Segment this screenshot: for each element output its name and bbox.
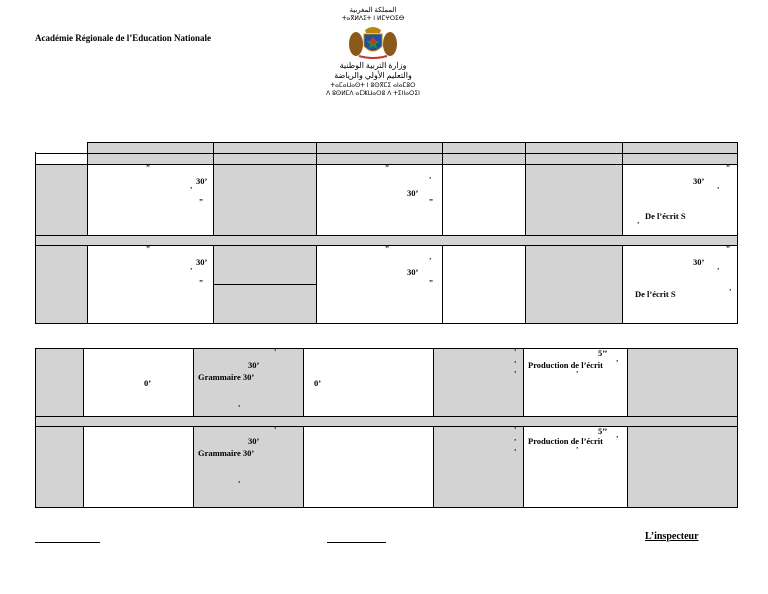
signature-line-left <box>35 542 100 543</box>
duration-label: 30’ <box>248 436 260 446</box>
production-label: Production de l’écrit <box>528 360 603 370</box>
timetable-cell <box>443 165 526 236</box>
emblem-line-arabic-2: وزارة التربية الوطنية <box>339 61 407 70</box>
de-lecrit-label: De l’écrit S <box>635 289 676 299</box>
table-row <box>36 165 738 236</box>
crest-icon <box>347 24 399 60</box>
timetable-1 <box>35 142 738 324</box>
day-cell <box>36 427 84 508</box>
duration-label: 0’ <box>314 378 322 388</box>
subheader-cell <box>214 154 317 165</box>
timetable-2 <box>35 348 738 508</box>
emblem-line-tifinagh-1: ⵜⴰⴳⵍⴷⵉⵜ ⵏ ⵍⵎⵖⵔⵉⴱ <box>341 15 405 22</box>
duration-label: 0’ <box>144 378 152 388</box>
timetable-cell: ’ ’ ’ <box>434 349 524 417</box>
grammaire-label: Grammaire 30’ <box>198 372 255 382</box>
de-lecrit-label: De l’écrit S <box>645 211 686 221</box>
timetable-cell: ’ 30’ Grammaire 30’ ’ <box>194 349 304 417</box>
timetable-cell: ’’ ’ 30’ ’’ <box>317 165 443 236</box>
duration-label: 30’ <box>196 257 208 267</box>
duration-label: 30’ <box>693 176 705 186</box>
grammaire-label: Grammaire 30’ <box>198 448 255 458</box>
subheader-cell <box>443 154 526 165</box>
timetable-cell: ’’ 30’ ’ De l’écrit S ’ <box>623 246 738 324</box>
inspecteur-label: L’inspecteur <box>645 531 699 542</box>
table-row-separator <box>36 236 738 246</box>
timetable-cell: ’’ 30’ ’ ’’ <box>88 246 214 324</box>
table-row <box>36 349 738 417</box>
timetable-cell <box>304 427 434 508</box>
duration-label: 30’ <box>407 188 419 198</box>
emblem-line-tifinagh-2: ⵜⴰⵎⴰⵡⴰⵙⵜ ⵏ ⵓⵙⴳⵎⵉ ⴰⵏⴰⵎⵓⵔ <box>330 82 416 89</box>
emblem-line-arabic-1: المملكة المغربية <box>349 6 397 14</box>
timetable-cell <box>84 427 194 508</box>
timetable-cell: ’’ 30’ ’ ’’ <box>88 165 214 236</box>
day-cell <box>36 246 88 324</box>
header-cell <box>88 143 214 154</box>
timetable-cell <box>628 427 738 508</box>
duration-label: 5’’ <box>598 426 608 436</box>
signature-line-center <box>327 542 386 543</box>
day-cell <box>36 349 84 417</box>
timetable-cell: 5’’ Production de l’écrit ’ ’ <box>524 427 628 508</box>
emblem-line-tifinagh-3: ⴷ ⵓⵙⵍⵎⴷ ⴰⵎⵣⵡⴰⵔⵓ ⴷ ⵜⵉⵏⵏⴰⵔⵉⵏ <box>326 90 420 97</box>
timetable-cell <box>84 349 194 417</box>
day-cell <box>36 165 88 236</box>
table-row <box>36 246 738 285</box>
duration-label: 30’ <box>693 257 705 267</box>
subheader-cell <box>88 154 214 165</box>
timetable-cell <box>214 165 317 236</box>
duration-label: 30’ <box>196 176 208 186</box>
subheader-cell <box>526 154 623 165</box>
table-row <box>36 143 738 154</box>
header-cell <box>443 143 526 154</box>
timetable-cell: ’’ 30’ ’ De l’écrit S ’ <box>623 165 738 236</box>
timetable-cell: 5’’ Production de l’écrit ’ ’ <box>524 349 628 417</box>
academie-title: Académie Régionale de l’Education Nationale <box>35 33 211 43</box>
table-row <box>36 154 738 165</box>
timetable-cell: ’ 30’ Grammaire 30’ ’ <box>194 427 304 508</box>
timetable-cell: ’ ’ ’ <box>434 427 524 508</box>
header-cell <box>526 143 623 154</box>
table-row <box>36 427 738 508</box>
duration-label: 30’ <box>248 360 260 370</box>
header-cell <box>214 143 317 154</box>
table-row-separator <box>36 417 738 427</box>
timetable-cell <box>214 246 317 285</box>
duration-label: 5’’ <box>598 348 608 358</box>
emblem-line-arabic-3: والتعليم الأولي والرياضة <box>334 71 412 80</box>
timetable-cell: ’’ ’ 30’ ’’ <box>317 246 443 324</box>
subheader-cell <box>317 154 443 165</box>
duration-label: 30’ <box>407 267 419 277</box>
timetable-cell <box>526 246 623 324</box>
timetable-cell <box>526 165 623 236</box>
header-cell <box>623 143 738 154</box>
timetable-cell <box>443 246 526 324</box>
timetable-cell <box>628 349 738 417</box>
timetable-cell <box>304 349 434 417</box>
timetable-cell <box>214 285 317 324</box>
subheader-cell <box>623 154 738 165</box>
production-label: Production de l’écrit <box>528 436 603 446</box>
ministry-emblem <box>303 4 443 96</box>
header-cell <box>317 143 443 154</box>
